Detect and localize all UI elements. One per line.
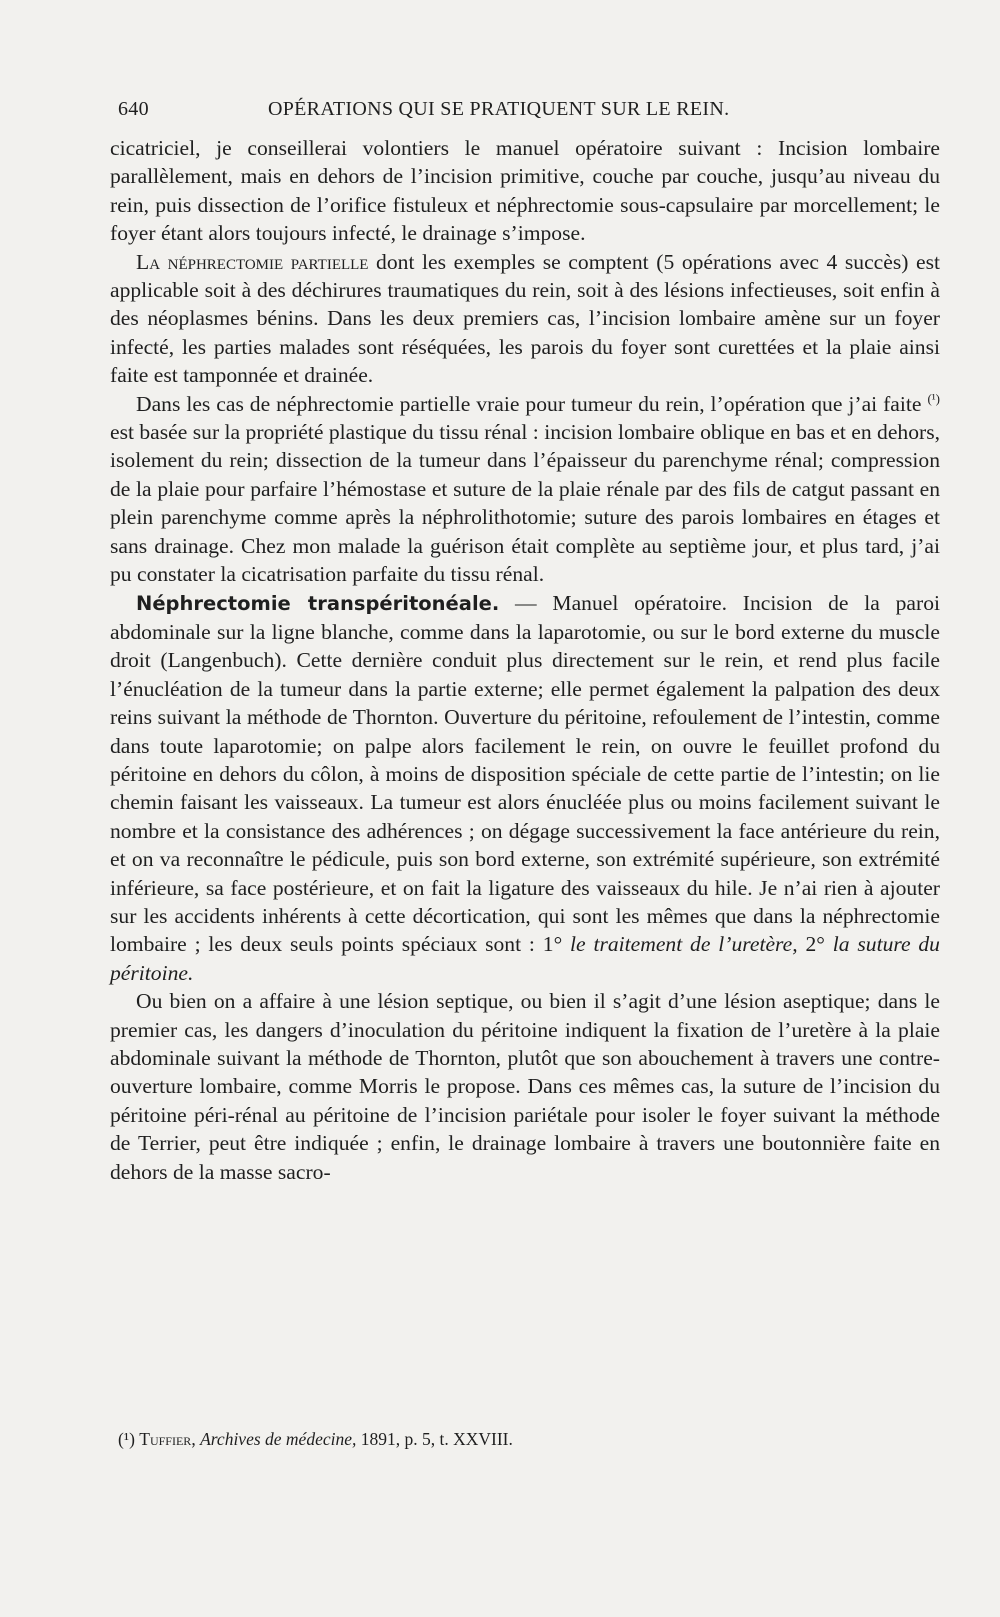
paragraph-2-lead: La néphrectomie partielle — [136, 249, 369, 274]
paragraph-3 — [110, 390, 940, 589]
paragraph-3-text-after: est basée sur la propriété plastique du tissu rénal : incision lombaire oblique en bas et en dehors, isolement du rein; dissection de la tumeur dans l’épaisseur du parenchyme rénal; compression de la plaie pour parfaire l’hémostase et suture de la plaie rénale par des fils de catgut passant en plein parenchyme comme après la néphrolithotomie; suture des parois lombaires en étages et sans drainage. Chez mon malade la guérison était complète au septième jour, et plus tard, j’ai pu constater la cicatrisation parfaite du tissu rénal. — [110, 420, 940, 587]
paragraph-1 — [110, 134, 940, 248]
paragraph-2-text: dont les exemples se comptent (5 opérations avec 4 succès) est applicable soit à des déchirures traumatiques du rein, soit à des lésions infectieuses, soit enfin à des néoplasmes bénins. Dans les deux premiers cas, l’incision lombaire amène sur un foyer infecté, les parties malades sont réséquées, les parois du foyer sont curettées et la plaie ainsi faite est tamponnée et drainée. — [110, 249, 940, 388]
footnote — [118, 1428, 938, 1450]
footnote-marker: (¹) — [118, 1429, 135, 1449]
point-2-text: la suture du péritoine. — [110, 932, 940, 985]
page-header — [118, 98, 938, 128]
page-number: 640 — [118, 98, 149, 120]
running-title: OPÉRATIONS QUI SE PRATIQUENT SUR LE REIN. — [268, 98, 730, 120]
point-1-text: le traitement de l’uretère, — [570, 932, 798, 957]
paragraph-5-text: Ou bien on a affaire à une lésion septique, ou bien il s’agit d’une lésion aseptique; dans le premier cas, les dangers d’inoculation du péritoine indiquent la fixation de l’uretère à la plaie abdominale suivant la méthode de Thornton, plutôt que son abouchement à travers une contre-ouverture lombaire, comme Morris le propose. Dans ces mêmes cas, la suture de l’incision du péritoine péri-rénal au péritoine de l’incision pariétale pour isoler le foyer suivant la méthode de Terrier, peut être indiquée ; enfin, le drainage lombaire à travers une boutonnière faite en dehors de la masse sacro- — [110, 989, 940, 1184]
paragraph-3-text-before: Dans les cas de néphrectomie partielle vraie pour tumeur du rein, l’opération que j’ai faite — [136, 391, 928, 416]
point-2-number: 2° — [797, 932, 833, 957]
footnote-journal: Archives de médecine, — [200, 1429, 357, 1449]
footnote-reference: (¹) — [927, 390, 940, 406]
paragraph-2 — [110, 248, 940, 390]
section-heading: Néphrectomie transpéritonéale. — [136, 591, 500, 615]
paragraph-1-text: cicatriciel, je conseillerai volontiers le manuel opératoire suivant : Incision lombaire parallèlement, mais en dehors de l’incision primitive, couche par couche, jusqu’au niveau du rein, puis dissection de l’orifice fistuleux et néphrectomie sous-capsulaire par morcellement; le foyer étant alors toujours infecté, le drainage s’impose. — [110, 136, 940, 246]
paragraph-5 — [110, 987, 940, 1186]
point-1-number: 1° — [542, 932, 571, 957]
footnote-author: Tuffier, — [139, 1429, 196, 1449]
footnote-details: 1891, p. 5, t. XXVIII. — [360, 1429, 513, 1449]
paragraph-4-text: — Manuel opératoire. Incision de la paroi abdominale sur la ligne blanche, comme dans la laparotomie, ou sur le bord externe du muscle droit (Langenbuch). Cette dernière conduit plus directement sur le rein, et rend plus facile l’énucléation de la tumeur dans la partie externe; elle permet également la palpation des deux reins suivant la méthode de Thornton. Ouverture du péritoine, refoulement de l’intestin, comme dans toute laparotomie; on palpe alors facilement le rein, on ouvre le feuillet profond du péritoine en dehors du côlon, à moins de disposition spéciale de cette partie de l’intestin; on lie chemin faisant les vaisseaux. La tumeur est alors énucléée plus ou moins facilement suivant le nombre et la consistance des adhérences ; on dégage successivement la face antérieure du rein, et on va reconnaître le pédicule, puis son bord externe, son extrémité supérieure, son extrémité inférieure, sa face postérieure, et on fait la ligature des vaisseaux du hile. Je n’ai rien à ajouter sur les accidents inhérents à cette décortication, qui sont les mêmes que dans la néphrectomie lombaire ; les deux seuls points spéciaux sont : — [110, 590, 940, 957]
paragraph-4 — [110, 589, 940, 988]
body-text — [110, 134, 940, 1186]
